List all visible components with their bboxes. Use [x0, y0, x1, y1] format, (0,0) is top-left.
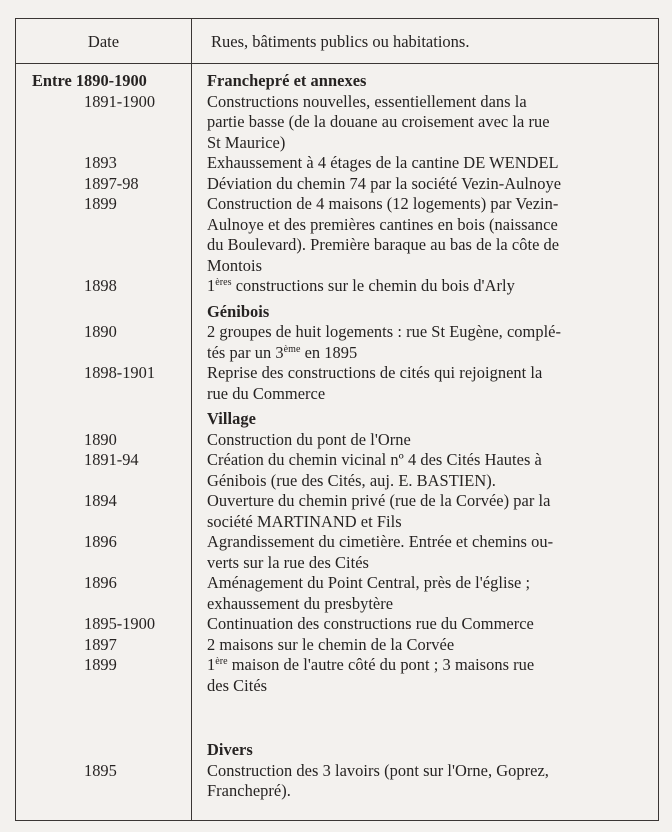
- entry-text: 2 maisons sur le chemin de la Corvée: [207, 634, 455, 654]
- entry-date: 1898-1901: [84, 363, 156, 382]
- entry-date: 1890: [84, 429, 117, 449]
- section-title: Génibois: [207, 301, 270, 321]
- entry-date: 1891-1900: [84, 91, 156, 111]
- entry-text: Ouverture du chemin privé (rue de la Corvée) par la: [207, 491, 551, 510]
- column-divider: [191, 19, 192, 820]
- date-column: [16, 71, 191, 781]
- entry-date: 1895-1900: [84, 614, 156, 633]
- header-divider: [16, 63, 658, 64]
- entry-date: 1897: [84, 634, 117, 654]
- entry-text: Franchepré).: [207, 781, 291, 800]
- entry-text: partie basse (de la douane au croisement avec la rue: [207, 112, 550, 131]
- entry-text: Agrandissement du cimetière. Entrée et chemins ou-: [207, 532, 554, 551]
- entry-text: verts sur la rue des Cités: [207, 552, 369, 572]
- entry-text: Continuation des constructions rue du Commerce: [207, 614, 534, 633]
- entry-text: du Boulevard). Première baraque au bas de la côte de: [207, 235, 560, 254]
- entry-date: 1899: [84, 194, 117, 213]
- entry-date: 1896: [84, 532, 117, 551]
- entry-text: Déviation du chemin 74 par la société Vezin-Aulnoye: [207, 173, 562, 193]
- entry-text: rue du Commerce: [207, 383, 326, 403]
- entry-text: 1ères constructions sur le chemin du bois d'Arly: [207, 276, 515, 295]
- entry-text: Exhaussement à 4 étages de la cantine DE WENDEL: [207, 153, 559, 172]
- entry-text: Construction du pont de l'Orne: [207, 429, 411, 449]
- entry-date: 1891-94: [84, 450, 139, 469]
- entry-text: des Cités: [207, 675, 268, 695]
- header-description: Rues, bâtiments publics ou habitations.: [211, 32, 470, 51]
- entry-date: 1894: [84, 491, 117, 510]
- entry-text: Construction de 4 maisons (12 logements) par Vezin-: [207, 194, 559, 213]
- period-label: Entre 1890-1900: [32, 71, 147, 90]
- entry-text: société MARTINAND et Fils: [207, 511, 402, 531]
- entry-date: 1899: [84, 655, 117, 674]
- entry-text: Reprise des constructions de cités qui rejoignent la: [207, 363, 543, 382]
- entry-text: Création du chemin vicinal nº 4 des Cités Hautes à: [207, 450, 542, 469]
- entry-text: 2 groupes de huit logements : rue St Eugène, complé-: [207, 322, 562, 341]
- entry-date: 1898: [84, 276, 117, 295]
- header-date: Date: [87, 32, 120, 51]
- entry-text: Constructions nouvelles, essentiellement dans la: [207, 91, 527, 111]
- entry-text: 1ère maison de l'autre côté du pont ; 3 maisons rue: [207, 655, 535, 674]
- entry-date: 1896: [84, 573, 117, 592]
- section-title: Village: [207, 409, 256, 428]
- entry-text: tés par un 3ème en 1895: [207, 342, 358, 362]
- entry-date: 1893: [84, 153, 117, 172]
- description-column: [207, 71, 655, 802]
- entry-date: 1890: [84, 322, 117, 341]
- entry-text: Construction des 3 lavoirs (pont sur l'Orne, Goprez,: [207, 760, 549, 780]
- entry-text: St Maurice): [207, 132, 286, 152]
- entry-date: 1897-98: [84, 173, 139, 193]
- entry-text: exhaussement du presbytère: [207, 593, 394, 613]
- entry-text: Aménagement du Point Central, près de l'église ;: [207, 573, 531, 592]
- entry-text: Aulnoye et des premières cantines en bois (naissance: [207, 214, 558, 234]
- section-title: Franchepré et annexes: [207, 71, 367, 90]
- chronology-table: [15, 18, 659, 821]
- entry-text: Génibois (rue des Cités, auj. E. BASTIEN).: [207, 470, 496, 490]
- entry-text: Montois: [207, 255, 262, 275]
- section-title: Divers: [207, 740, 253, 759]
- entry-date: 1895: [84, 760, 117, 780]
